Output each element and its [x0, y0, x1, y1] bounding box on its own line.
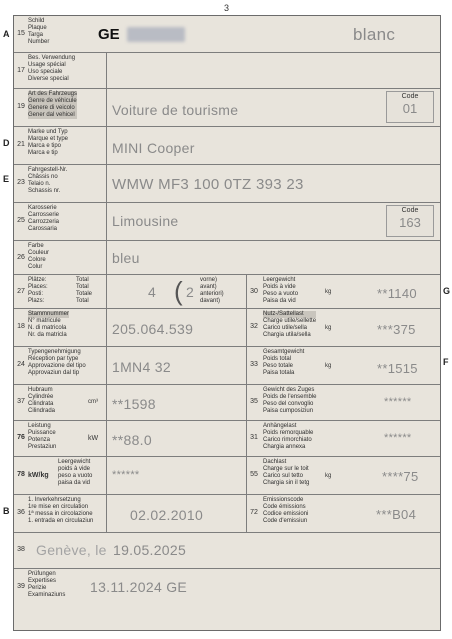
label-line: Marque et type [28, 136, 69, 142]
label-line: Leergewicht [263, 277, 296, 283]
unit-kw-kg: kW/kg [28, 472, 49, 479]
label-line: Cilindrata [28, 401, 54, 407]
label-line: Targa [28, 32, 44, 38]
row-displacement-train-weight [14, 384, 440, 420]
divider [106, 275, 107, 308]
label-line: Number [28, 39, 50, 45]
label-line: Nutz-/Sattellast [263, 311, 316, 318]
trailer-load-value: ****** [384, 432, 412, 444]
label-line: Typengenehmigung [28, 349, 81, 355]
label-line: Charge sur le toit [263, 466, 309, 472]
label-line: peso a vuoto [58, 473, 93, 479]
label-line: Perizie [28, 585, 47, 591]
field-number: 38 [17, 546, 25, 553]
field-number: 21 [17, 141, 25, 148]
divider [106, 495, 107, 532]
make-type-label [28, 129, 68, 157]
special-use-label [28, 55, 75, 83]
matricule-label [28, 311, 69, 339]
field-number: 25 [17, 217, 25, 224]
label-line: 1. entrada en circulaziun [28, 518, 94, 524]
divider [106, 457, 107, 494]
row-vehicle-type [14, 88, 440, 126]
field-number: 35 [250, 398, 258, 405]
label-line: Châssis no [28, 174, 58, 180]
field-number: 19 [17, 103, 25, 110]
matricule-value: 205.064.539 [112, 321, 194, 337]
label-line: Dachlast [263, 459, 287, 465]
plate-label [28, 18, 49, 46]
label-line: Plazs: [28, 298, 45, 304]
trailer-load-label [263, 423, 313, 451]
field-number: 33 [250, 361, 258, 368]
chassis-label [28, 167, 67, 195]
issue-place: Genève, le [36, 542, 107, 558]
label-line: Uso speciale [28, 69, 63, 75]
vehicle-registration-card [13, 15, 441, 631]
divider [106, 127, 107, 164]
unit-kw: kW [88, 435, 99, 442]
side-marker-d: D [3, 138, 10, 148]
field-number: 31 [250, 434, 258, 441]
field-number: 36 [17, 509, 25, 516]
label-line: Paisa totala [263, 370, 295, 376]
field-number: 15 [17, 30, 25, 37]
label-line: Total [76, 277, 89, 283]
side-marker-f: F [443, 357, 449, 367]
label-line: Gesamtgewicht [263, 349, 305, 355]
label-line: Peso totale [263, 363, 294, 369]
label-line: Hubraum [28, 387, 53, 393]
total-weight-value: **1515 [377, 361, 418, 376]
label-line: 1re mise en circulation [28, 504, 89, 510]
label-line: Cilindrada [28, 408, 56, 414]
row-body [14, 202, 440, 240]
type-approval-label [28, 349, 86, 377]
code-title: Code [401, 207, 419, 214]
unit-kg: kg [325, 325, 332, 331]
label-line: Réception par type [28, 356, 79, 362]
open-paren: ( [174, 276, 183, 306]
label-line: Charge utile/sellette [263, 318, 317, 324]
label-line: Chargia utila/sella [263, 332, 311, 338]
label-line: Karosserie [28, 205, 57, 211]
divider [106, 203, 107, 240]
label-line: Leergewicht [58, 459, 91, 465]
vehicle-type-value: Voiture de tourisme [112, 102, 239, 118]
label-line: Genre de véhicule [28, 98, 77, 104]
seats-label [28, 277, 48, 305]
label-line: Carico sul tetto [263, 473, 304, 479]
label-line: Peso del convoglio [263, 401, 314, 407]
label-line: Carossaria [28, 226, 58, 232]
seats-total-value: 4 [148, 284, 157, 300]
label-line: Poids total [263, 356, 292, 362]
label-line: Marca e tip [28, 150, 58, 156]
displacement-label [28, 387, 55, 415]
label-line: Examinaziuns [28, 592, 66, 598]
power-value: **88.0 [112, 432, 152, 448]
row-place-date [14, 532, 440, 568]
divider [106, 347, 107, 384]
label-line: Places: [28, 284, 48, 290]
row-color [14, 240, 440, 274]
issue-date: 19.05.2025 [113, 542, 187, 558]
page-number: 3 [224, 3, 230, 13]
divider [106, 309, 107, 346]
label-line: Prüfungen [28, 571, 56, 577]
label-line: Paisa cumposiziun [263, 408, 314, 414]
body-label [28, 205, 59, 233]
field-number: 23 [17, 179, 25, 186]
label-line: Code d'emissiun [263, 518, 308, 524]
unit-kg: kg [325, 473, 332, 479]
divider [106, 53, 107, 88]
field-number: 27 [17, 288, 25, 295]
label-line: Stammnummer [28, 311, 70, 317]
label-line: Chargia annexa [263, 444, 306, 450]
payload-value: ***375 [377, 322, 416, 337]
payload-label [263, 311, 316, 339]
field-number: 72 [250, 509, 258, 516]
body-value: Limousine [112, 213, 179, 229]
body-code: 163 [399, 215, 421, 230]
label-line: Schild [28, 18, 45, 24]
field-number: 55 [250, 471, 258, 478]
roof-load-value: ****75 [382, 469, 419, 484]
label-line: Fahrgestell-Nr. [28, 167, 68, 173]
field-number: 18 [17, 323, 25, 330]
color-label [28, 243, 49, 271]
label-line: Farbe [28, 243, 44, 249]
field-number: 39 [17, 583, 25, 590]
redacted-plate-number [127, 27, 185, 42]
make-type-value: MINI Cooper [112, 140, 195, 156]
row-first-registration-emissions [14, 494, 440, 532]
label-line: Gener dal vehicel [28, 112, 75, 118]
first-registration-label [28, 497, 93, 525]
divider [106, 165, 107, 202]
label-line: Totale [76, 291, 93, 297]
train-weight-value: ****** [384, 396, 412, 408]
field-number: 32 [250, 323, 258, 330]
label-line: Colur [28, 264, 43, 270]
label-line: Marke und Typ [28, 129, 68, 135]
empty-weight-label [263, 277, 298, 305]
power-weight-label [58, 459, 92, 487]
field-number: 24 [17, 361, 25, 368]
label-line: Posti: [28, 291, 44, 297]
label-line: Cylindrée [28, 394, 54, 400]
label-line: N. di matricola [28, 325, 67, 331]
canton-code: GE [98, 26, 120, 43]
seats-front-value: 2 [186, 284, 195, 300]
label-line: Puissance [28, 430, 56, 436]
label-line: Carico rimorchiato [263, 437, 312, 443]
label-line: Plätze: [28, 277, 47, 283]
label-line: N° matricule [28, 318, 61, 324]
unit-kg: kg [325, 289, 332, 295]
label-line: Codice emissioni [263, 511, 309, 517]
field-number: 37 [17, 398, 25, 405]
label-line: Gewicht des Zuges [263, 387, 315, 393]
power-weight-value: ****** [112, 469, 140, 481]
train-weight-label [263, 387, 317, 415]
row-power-weight-roof-load [14, 456, 440, 494]
label-line: paisa da vid [58, 480, 91, 486]
label-line: anteriori) [200, 291, 224, 297]
row-matricule-payload [14, 308, 440, 346]
row-make-type [14, 126, 440, 164]
label-line: Poids à vide [263, 284, 296, 290]
side-marker-b: B [3, 506, 10, 516]
displacement-value: **1598 [112, 396, 156, 412]
label-line: Telaio n. [28, 181, 51, 187]
label-line: Diverse special [28, 76, 69, 82]
side-marker-g: G [443, 286, 451, 296]
label-line: Anhängelast [263, 423, 297, 429]
row-chassis [14, 164, 440, 202]
label-line: Carrosserie [28, 212, 60, 218]
divider [106, 241, 107, 274]
field-number: 76 [17, 434, 25, 441]
emissions-value: ***B04 [376, 507, 417, 522]
divider [106, 421, 107, 456]
label-line: Paisa da vid [263, 298, 296, 304]
label-line: Prestaziun [28, 444, 57, 450]
roof-load-label [263, 459, 309, 487]
label-line: Code émissions [263, 504, 306, 510]
label-line: poids à vide [58, 466, 91, 472]
label-line: Schassis nr. [28, 188, 61, 194]
label-line: davant) [200, 298, 221, 304]
label-line: Couleur [28, 250, 50, 256]
label-line: Art des Fahrzeugs [28, 91, 78, 97]
field-number: 30 [250, 288, 258, 295]
label-line: Expertises [28, 578, 57, 584]
seats-total-label [76, 277, 92, 305]
field-number: 78 [17, 471, 25, 478]
label-line: Marca e tipo [28, 143, 62, 149]
unit-kg: kg [325, 363, 332, 369]
label-line: Carico utile/sella [263, 325, 308, 331]
seats-front-label [200, 277, 224, 305]
empty-weight-value: **1140 [377, 286, 417, 301]
field-number: 17 [17, 67, 25, 74]
body-code-box [386, 205, 434, 237]
label-line: Colore [28, 257, 46, 263]
label-line: Potenza [28, 437, 51, 443]
label-line: avant) [200, 284, 217, 290]
row-special-use [14, 52, 440, 88]
label-line: Total [76, 298, 89, 304]
unit-cm3: cm³ [88, 399, 98, 405]
label-line: Genere di veicolo [28, 105, 75, 111]
label-line: Usage spécial [28, 62, 66, 68]
emissions-label [263, 497, 308, 525]
color-value: bleu [112, 250, 140, 266]
vehicle-type-code: 01 [402, 101, 418, 116]
label-line: Nr. da matricla [28, 332, 67, 338]
side-marker-e: E [3, 174, 10, 184]
row-power-trailer-load [14, 420, 440, 456]
label-line: Peso a vuoto [263, 291, 299, 297]
first-registration-value: 02.02.2010 [130, 507, 204, 523]
label-line: Poids de l'ensemble [263, 394, 317, 400]
divider [106, 385, 107, 420]
label-line: Carrozzeria [28, 219, 60, 225]
side-marker-a: A [3, 29, 10, 39]
vehicle-type-label [28, 91, 77, 119]
label-line: Chargia sin il tetg [263, 480, 310, 486]
vehicle-type-code-box [386, 91, 434, 123]
type-approval-value: 1MN4 32 [112, 359, 171, 375]
row-inspections [14, 568, 440, 632]
label-line: Approvazione del tipo [28, 363, 86, 369]
field-number: 26 [17, 254, 25, 261]
label-line: Total [76, 284, 89, 290]
label-line: Plaque [28, 25, 47, 31]
label-line: Bes. Verwendung [28, 55, 76, 61]
label-line: 1. Inverkehrsetzung [28, 497, 81, 503]
code-title: Code [401, 93, 419, 100]
inspections-label [28, 571, 65, 599]
label-line: Approvaziun dal tip [28, 370, 80, 376]
divider [106, 89, 107, 126]
plate-color-value: blanc [353, 25, 396, 44]
row-plate [14, 16, 440, 52]
inspection-value: 13.11.2024 GE [90, 579, 188, 595]
total-weight-label [263, 349, 304, 377]
label-line: 1ª messa in circolazione [28, 511, 93, 517]
label-line: vorne) [200, 277, 218, 283]
row-type-approval-total-weight [14, 346, 440, 384]
label-line: Leistung [28, 423, 51, 429]
power-label [28, 423, 56, 451]
chassis-value: WMW MF3 100 0TZ 393 23 [112, 176, 304, 193]
label-line: Poids remorquable [263, 430, 314, 436]
row-seats-empty-weight [14, 274, 440, 308]
label-line: Emissionscode [263, 497, 304, 503]
